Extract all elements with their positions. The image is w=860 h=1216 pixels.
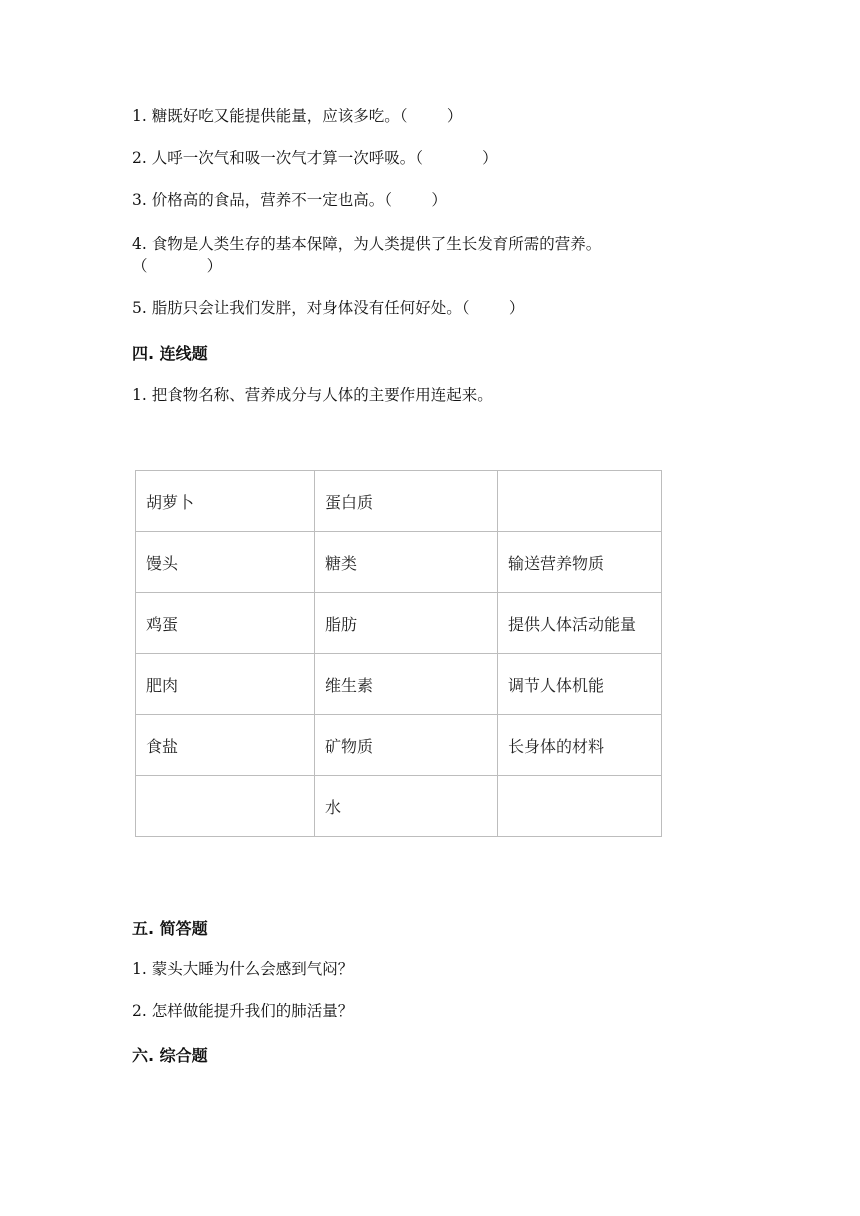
answer-blank[interactable]: （ ） [461, 299, 525, 317]
table-row [136, 471, 662, 532]
judgement-question-3 [132, 189, 447, 211]
judgement-question-4-blank-line [132, 255, 222, 277]
table-row [136, 654, 662, 715]
food-cell[interactable]: 肥肉 [136, 654, 315, 715]
short-answer-question-2: 2. 怎样做能提升我们的肺活量？ [132, 1002, 354, 1020]
table-row [136, 593, 662, 654]
question-text: 4. 食物是人类生存的基本保障，为人类提供了生长发育所需的营养。 [132, 235, 602, 253]
function-cell[interactable] [498, 776, 662, 837]
nutrient-cell[interactable]: 糖类 [315, 532, 498, 593]
judgement-question-4 [132, 233, 601, 255]
answer-blank[interactable]: （ ） [399, 107, 463, 125]
nutrient-cell[interactable]: 维生素 [315, 654, 498, 715]
answer-blank[interactable]: （ ） [415, 149, 498, 167]
function-cell[interactable]: 提供人体活动能量 [498, 593, 662, 654]
function-cell[interactable]: 长身体的材料 [498, 715, 662, 776]
nutrient-cell[interactable]: 水 [315, 776, 498, 837]
food-cell[interactable] [136, 776, 315, 837]
table-row [136, 715, 662, 776]
question-text: 2. 人呼一次气和吸一次气才算一次呼吸。 [132, 149, 416, 167]
food-cell[interactable]: 馒头 [136, 532, 315, 593]
function-cell[interactable]: 输送营养物质 [498, 532, 662, 593]
nutrient-cell[interactable]: 脂肪 [315, 593, 498, 654]
judgement-question-2 [132, 147, 498, 169]
section-title-short-answer: 五. 简答题 [132, 919, 208, 938]
function-cell[interactable]: 调节人体机能 [498, 654, 662, 715]
food-cell[interactable]: 鸡蛋 [136, 593, 315, 654]
section-title-comprehensive: 六. 综合题 [132, 1046, 208, 1065]
nutrient-cell[interactable]: 矿物质 [315, 715, 498, 776]
question-text: 5. 脂肪只会让我们发胖，对身体没有任何好处。 [132, 299, 462, 317]
answer-blank[interactable]: （ ） [132, 257, 223, 275]
short-answer-question-1: 1. 蒙头大睡为什么会感到气闷？ [132, 960, 354, 978]
function-cell[interactable] [498, 471, 662, 532]
matching-question-1: 1. 把食物名称、营养成分与人体的主要作用连起来。 [132, 386, 493, 404]
question-text: 1. 糖既好吃又能提供能量，应该多吃。 [132, 107, 400, 125]
food-cell[interactable]: 食盐 [136, 715, 315, 776]
nutrient-cell[interactable]: 蛋白质 [315, 471, 498, 532]
section-title-matching: 四. 连线题 [132, 344, 208, 363]
table-row [136, 532, 662, 593]
food-cell[interactable]: 胡萝卜 [136, 471, 315, 532]
judgement-question-5 [132, 297, 524, 319]
table-row [136, 776, 662, 837]
judgement-question-1 [132, 105, 462, 127]
answer-blank[interactable]: （ ） [384, 191, 447, 209]
question-text: 3. 价格高的食品，营养不一定也高。 [132, 191, 385, 209]
matching-table [135, 470, 662, 837]
